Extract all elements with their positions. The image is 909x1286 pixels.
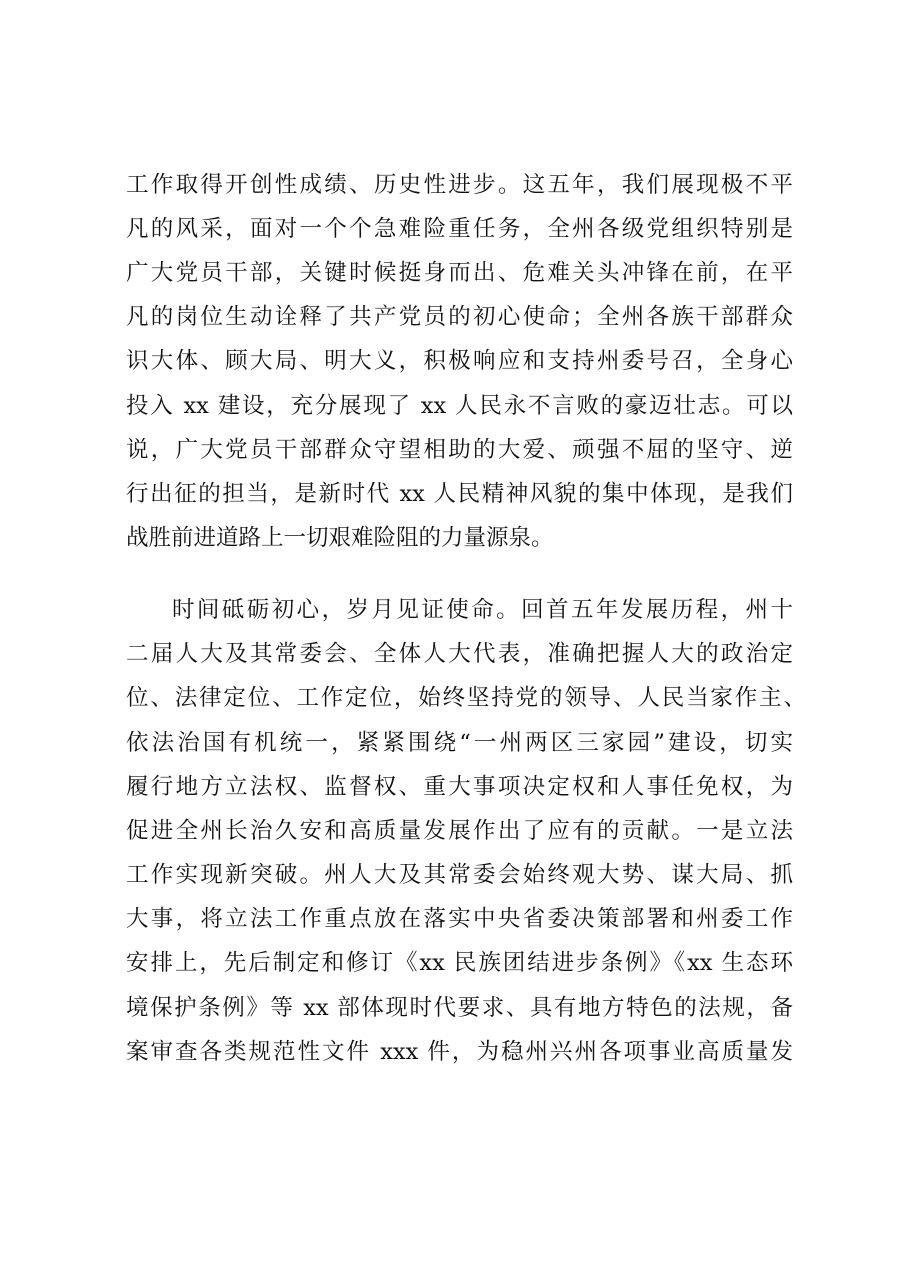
paragraph-2-line-3: 位、法律定位、工作定位，始终坚持党的领导、人民当家作主、	[126, 685, 806, 711]
paragraph-2-line-6: 促进全州长治久安和高质量发展作出了应有的贡献。一是立法	[126, 818, 793, 844]
paragraph-1-line-3: 广大党员干部，关键时候挺身而出、危难关头冲锋在前，在平	[126, 260, 793, 286]
paragraph-2-line-2: 二届人大及其常委会、全体人大代表，准确把握人大的政治定	[126, 641, 793, 667]
paragraph-1-line-9: 战胜前进道路上一切艰难险阻的力量源泉。	[126, 525, 554, 551]
paragraph-2-line-8: 大事，将立法工作重点放在落实中央省委决策部署和州委工作	[126, 906, 793, 932]
paragraph-1-line-2: 凡的风采，面对一个个急难险重任务，全州各级党组织特别是	[126, 216, 793, 242]
paragraph-1-line-1: 工作取得开创性成绩、历史性进步。这五年，我们展现极不平	[126, 172, 793, 198]
paragraph-2-line-11: 案审查各类规范性文件 xxx 件，为稳州兴州各项事业高质量发	[126, 1039, 793, 1065]
paragraph-2-line-1: 时间砥砺初心，岁月见证使命。回首五年发展历程，州十	[172, 597, 793, 623]
paragraph-2-line-9: 安排上，先后制定和修订《xx 民族团结进步条例》《xx 生态环	[126, 950, 793, 976]
paragraph-2-line-7: 工作实现新突破。州人大及其常委会始终观大势、谋大局、抓	[126, 862, 793, 888]
paragraph-2-line-5: 履行地方立法权、监督权、重大事项决定权和人事任免权，为	[126, 774, 793, 800]
paragraph-2-line-4: 依法治国有机统一，紧紧围绕“一州两区三家园”建设，切实	[126, 730, 793, 756]
paragraph-1-line-5: 识大体、顾大局、明大义，积极响应和支持州委号召，全身心	[126, 348, 793, 374]
paragraph-2-line-10: 境保护条例》等 xx 部体现时代要求、具有地方特色的法规，备	[126, 995, 793, 1021]
paragraph-1-line-7: 说，广大党员干部群众守望相助的大爱、顽强不屈的坚守、逆	[126, 437, 793, 463]
paragraph-1-line-6: 投入 xx 建设，充分展现了 xx 人民永不言败的豪迈壮志。可以	[126, 393, 793, 419]
paragraph-1-line-8: 行出征的担当，是新时代 xx 人民精神风貌的集中体现，是我们	[126, 481, 793, 507]
paragraph-1-line-4: 凡的岗位生动诠释了共产党员的初心使命；全州各族干部群众	[126, 304, 793, 330]
